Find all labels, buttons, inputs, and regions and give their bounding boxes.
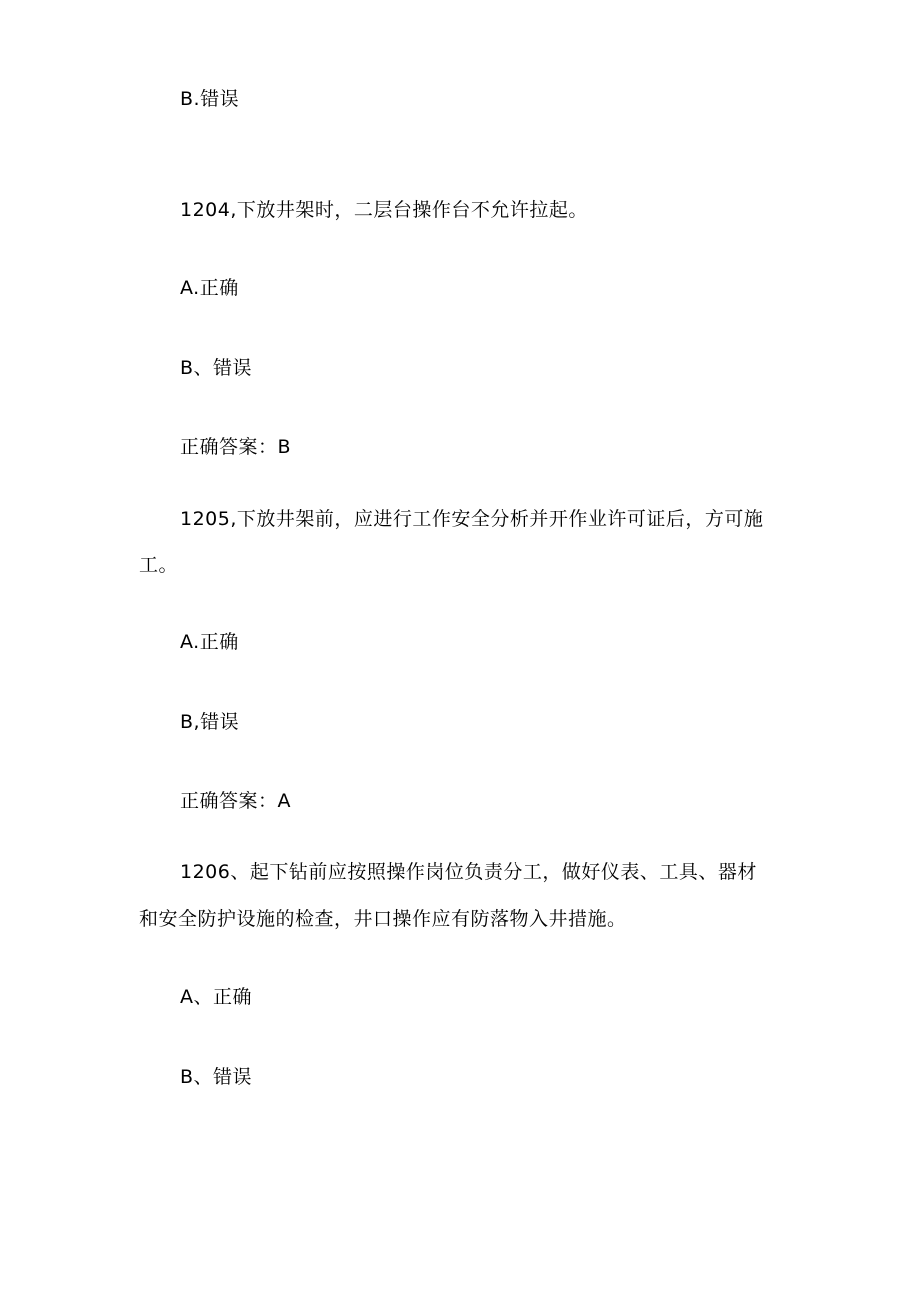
question-1206-option-a: A、正确 — [180, 986, 252, 1008]
question-1205-answer: 正确答案：A — [180, 790, 291, 812]
question-1205-option-b: B,错误 — [180, 711, 240, 733]
question-1204-option-b: B、错误 — [180, 357, 253, 379]
question-1206-option-b: B、错误 — [180, 1066, 253, 1088]
prev-question-option-b: B.错误 — [180, 88, 240, 110]
question-1205-text-line-1: 1205,下放井架前，应进行工作安全分析并开作业许可证后，方可施 — [180, 508, 764, 530]
question-1206-text-line-1: 1206、起下钻前应按照操作岗位负责分工，做好仪表、工具、器材 — [180, 861, 757, 883]
question-1204-answer: 正确答案：B — [180, 436, 292, 458]
question-1205-option-a: A.正确 — [180, 631, 239, 653]
question-1204-text: 1204,下放井架时，二层台操作台不允许拉起。 — [180, 199, 588, 221]
question-1204-option-a: A.正确 — [180, 277, 239, 299]
question-1206-text-line-2: 和安全防护设施的检查，井口操作应有防落物入井措施。 — [139, 908, 627, 930]
question-1205-text-line-2: 工。 — [139, 554, 179, 576]
